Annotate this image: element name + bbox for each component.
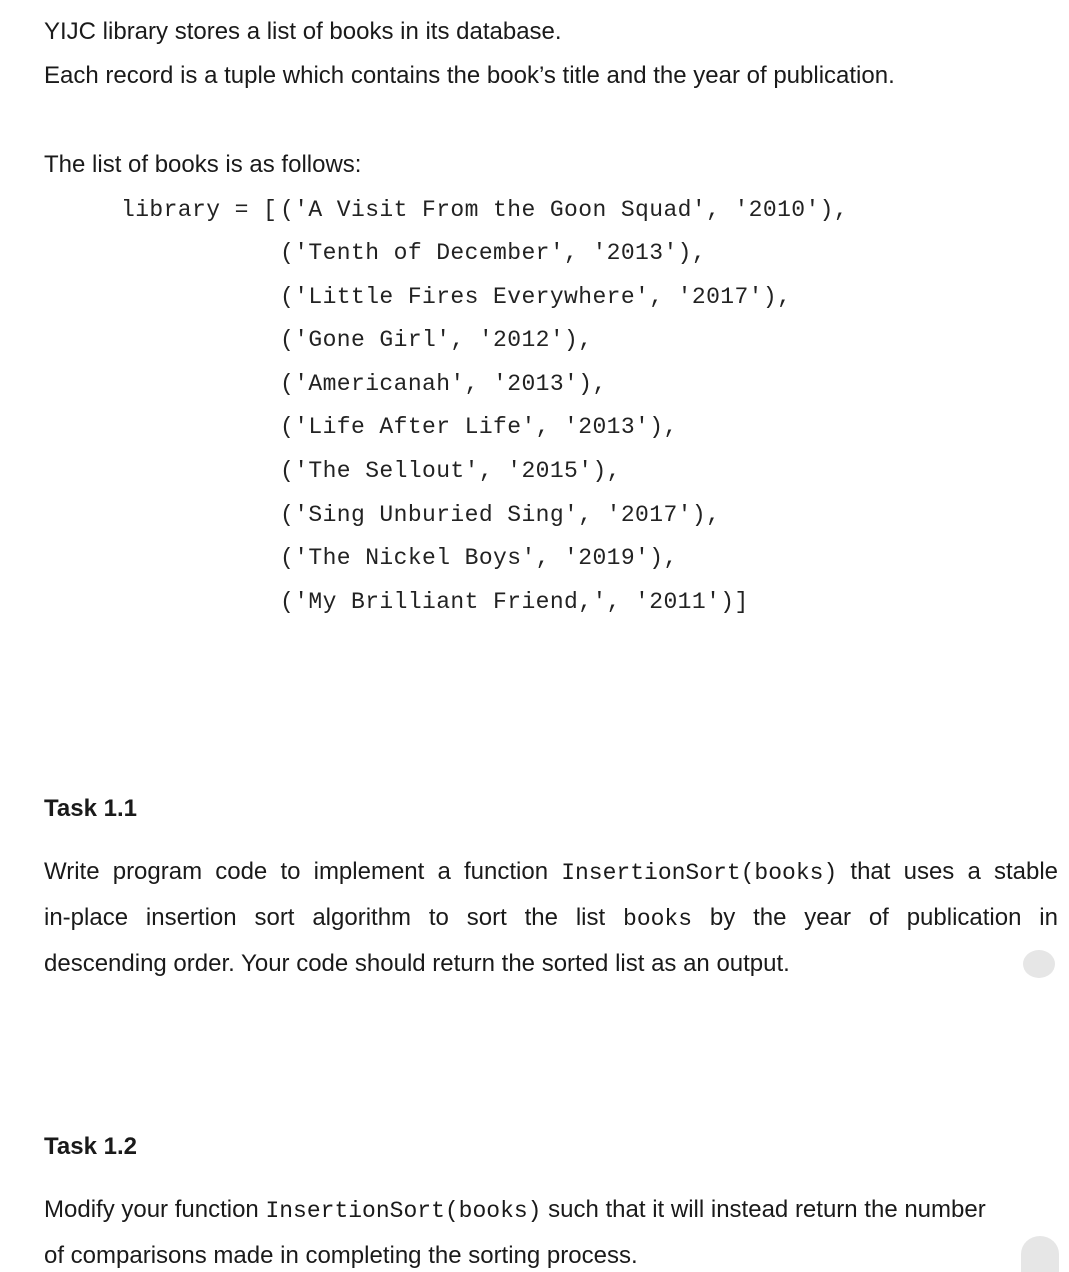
scan-artifact <box>1021 1236 1059 1272</box>
code-line: ('Sing Unburied Sing', '2017'), <box>280 502 721 528</box>
code-line: ('Life After Life', '2013'), <box>280 414 678 440</box>
task-1-1-line-3: descending order. Your code should return the sorted list as an output. <box>44 950 790 977</box>
code-prefix: library = [ <box>121 197 278 223</box>
task-1-2-heading: Task 1.2 <box>44 1133 137 1160</box>
intro-line-2: Each record is a tuple which contains the book’s title and the year of publication. <box>44 62 895 89</box>
task-1-2-text: Modify your function <box>44 1196 266 1223</box>
code-line: ('The Sellout', '2015'), <box>280 458 621 484</box>
scan-artifact <box>1023 950 1055 978</box>
task-1-1-line-2 <box>44 903 1058 934</box>
code-line: ('Gone Girl', '2012'), <box>280 327 593 353</box>
books-variable-code: books <box>623 906 693 932</box>
code-line: ('Americanah', '2013'), <box>280 371 607 397</box>
code-line: ('My Brilliant Friend,', '2011')] <box>280 589 749 615</box>
task-1-1-line-1 <box>44 857 1058 888</box>
task-1-1-text: that uses a stable <box>837 858 1058 885</box>
code-line: ('Little Fires Everywhere', '2017'), <box>280 284 792 310</box>
task-1-1-text: by the year of publication in <box>692 904 1058 931</box>
task-1-1-text: Write program code to implement a function <box>44 858 562 885</box>
task-1-2-text: such that it will instead return the number <box>541 1196 986 1223</box>
code-line: ('Tenth of December', '2013'), <box>280 240 707 266</box>
intro-line-3: The list of books is as follows: <box>44 151 362 178</box>
code-line: ('A Visit From the Goon Squad', '2010'), <box>280 197 849 223</box>
intro-line-1: YIJC library stores a list of books in its database. <box>44 18 562 45</box>
task-1-1-heading: Task 1.1 <box>44 795 137 822</box>
task-1-1-text: in-place insertion sort algorithm to sort the list <box>44 904 624 931</box>
function-name-code: InsertionSort(books) <box>561 860 838 886</box>
task-1-2-line-2: of comparisons made in completing the sorting process. <box>44 1242 638 1269</box>
function-name-code: InsertionSort(books) <box>265 1198 542 1224</box>
code-line: ('The Nickel Boys', '2019'), <box>280 545 678 571</box>
task-1-2-line-1 <box>44 1195 986 1226</box>
